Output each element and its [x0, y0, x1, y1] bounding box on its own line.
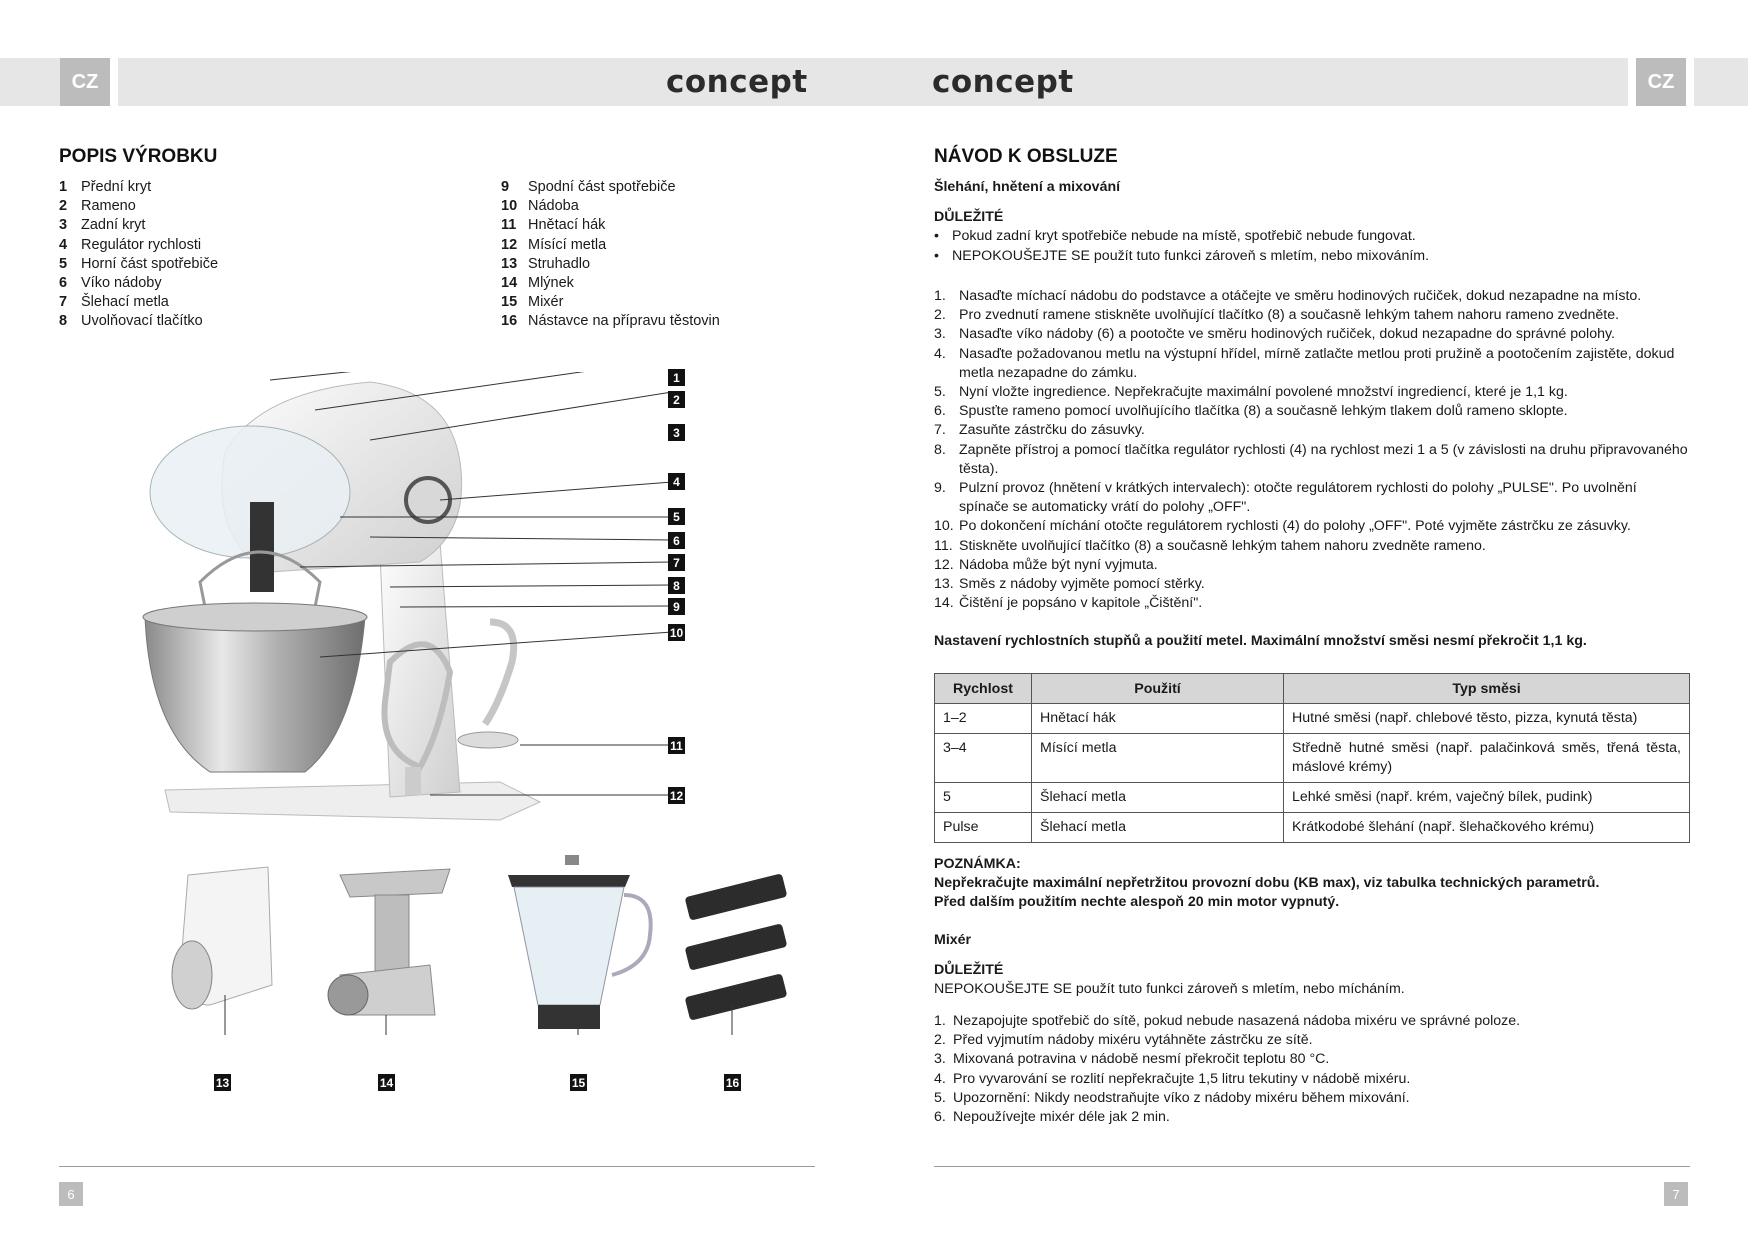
step-number: 6. — [934, 403, 946, 420]
list-item — [934, 1031, 1690, 1050]
meat-grinder-attachment-illustration — [320, 855, 480, 1035]
footer-rule-left — [59, 1166, 815, 1167]
accessory-label: 15 — [571, 1075, 586, 1090]
part-label: Mísící metla — [528, 236, 607, 253]
part-number: 9 — [501, 179, 510, 195]
note-section — [934, 855, 1690, 999]
section-subtitle: Šlehání, hnětení a mixování — [934, 179, 1121, 195]
callout-label: 2 — [668, 391, 685, 408]
accessory-label: 14 — [379, 1075, 394, 1090]
parts-list-item — [501, 274, 720, 293]
callout-label: 4 — [668, 473, 685, 490]
step-number: 8. — [934, 441, 946, 458]
blender-attachment-illustration — [500, 855, 660, 1035]
parts-list-item — [501, 312, 720, 331]
operating-steps-list — [934, 287, 1690, 613]
stand-mixer-illustration — [140, 372, 700, 842]
step-text: Nezapojujte spotřebič do sítě, pokud nebude nasazená nádoba mixéru ve správné poloze. — [953, 1013, 1521, 1029]
accessory-label: 13 — [215, 1075, 230, 1090]
parts-list-item — [59, 255, 218, 274]
part-number: 1 — [59, 179, 68, 195]
list-item — [934, 287, 1690, 306]
parts-list-item — [501, 255, 720, 274]
step-text: Pulzní provoz (hnětení v krátkých intervalech): otočte regulátorem rychlosti do polohy „PULSE". Po uvolnění spínače se automaticky vrátí do polohy „OFF". — [959, 480, 1637, 516]
language-badge-right: CZ — [1636, 58, 1686, 106]
part-number: 7 — [59, 294, 68, 311]
part-number: 8 — [59, 313, 68, 330]
step-text: Stiskněte uvolňující tlačítko (8) a současně lehkým tahem nahoru zvedněte rameno. — [959, 537, 1486, 554]
part-label: Nádoba — [528, 198, 579, 215]
list-item — [934, 441, 1690, 479]
callout-label: 5 — [668, 508, 685, 525]
step-text: Nádoba může být nyní vyjmuta. — [959, 556, 1158, 573]
header-gap — [1628, 58, 1636, 106]
step-text: Zasuňte zástrčku do zásuvky. — [959, 422, 1145, 439]
step-number: 13. — [934, 576, 954, 593]
step-text: Nyní vložte ingredience. Nepřekračujte maximální povolené množství ingrediencí, které je 1,1 kg. — [959, 384, 1568, 401]
list-item — [934, 1050, 1690, 1069]
table-row — [935, 813, 1690, 843]
parts-list-col2 — [501, 178, 720, 332]
callout-label: 12 — [669, 788, 684, 803]
table-cell: Šlehací metla — [1032, 813, 1284, 843]
part-number: 6 — [59, 275, 68, 292]
mixer-steps-list — [934, 1012, 1690, 1127]
part-label: Struhadlo — [528, 255, 591, 272]
step-text: Nasaďte míchací nádobu do podstavce a otáčejte ve směru hodinových ručiček, dokud nezapadne na místo. — [959, 288, 1642, 304]
part-number: 3 — [59, 217, 68, 234]
step-number: 12. — [934, 556, 954, 573]
table-header-row — [935, 674, 1690, 704]
callout-label: 9 — [668, 598, 685, 615]
list-item — [934, 1070, 1690, 1089]
table-cell: Středně hutné směsi (např. palačinková směs, třená těsta, máslové krémy) — [1284, 734, 1690, 783]
step-text: Mixovaná potravina v nádobě nesmí překročit teplotu 80 °C. — [953, 1051, 1330, 1068]
step-number: 7. — [934, 422, 946, 439]
table-cell: Pulse — [935, 813, 1032, 843]
parts-list-item — [59, 312, 218, 331]
part-label: Nástavce na přípravu těstovin — [528, 313, 720, 330]
speed-settings-table — [934, 673, 1690, 843]
part-number: 15 — [501, 294, 518, 311]
table-header-cell: Typ směsi — [1284, 674, 1690, 704]
list-item — [934, 556, 1690, 575]
important-text: NEPOKOUŠEJTE SE použít tuto funkci zároveň s mletím, nebo mícháním. — [934, 981, 1405, 998]
brand-logo-left: concept — [666, 64, 808, 100]
parts-list-item — [501, 216, 720, 235]
footer-rule-right — [934, 1166, 1690, 1167]
part-number: 10 — [501, 198, 518, 215]
part-label: Mlýnek — [528, 275, 574, 292]
step-text: Zapněte přístroj a pomocí tlačítka regulátor rychlosti (4) na rychlost mezi 1 a 5 (v závislosti na druhu připravovaného těsta). — [959, 441, 1688, 477]
table-row — [935, 783, 1690, 813]
parts-list-item — [501, 293, 720, 312]
list-item: • Pokud zadní kryt spotřebiče nebude na místě, spotřebič nebude fungovat. — [934, 227, 1690, 246]
part-label: Šlehací metla — [81, 294, 169, 311]
parts-list-item — [59, 236, 218, 255]
callout-label: 11 — [668, 737, 685, 754]
list-item — [934, 402, 1690, 421]
speed-settings-heading: Nastavení rychlostních stupňů a použití metel. Maximální množství směsi nesmí překročit 1,1 kg. — [934, 633, 1587, 649]
step-number: 4. — [934, 345, 946, 362]
parts-list-item — [59, 197, 218, 216]
part-number: 5 — [59, 255, 68, 272]
table-cell: Šlehací metla — [1032, 783, 1284, 813]
part-number: 12 — [501, 236, 518, 253]
left-page-title: POPIS VÝROBKU — [59, 146, 218, 167]
header-gap — [110, 58, 118, 106]
table-cell: 3–4 — [935, 734, 1032, 783]
part-label: Víko nádoby — [81, 275, 162, 292]
step-number: 5. — [934, 384, 946, 401]
page-number-right: 7 — [1664, 1182, 1688, 1206]
part-number: 14 — [501, 275, 518, 292]
step-number: 14. — [934, 595, 954, 612]
callout-label: 6 — [668, 532, 685, 549]
part-number: 16 — [501, 313, 518, 330]
parts-list-item — [59, 274, 218, 293]
table-cell: Lehké směsi (např. krém, vaječný bílek, pudink) — [1284, 783, 1690, 813]
parts-list-item — [501, 178, 720, 197]
table-header-cell: Rychlost — [935, 674, 1032, 704]
parts-list-item — [59, 216, 218, 235]
pasta-attachments-illustration — [672, 855, 832, 1035]
list-item — [934, 1108, 1690, 1127]
step-text: Nasaďte víko nádoby (6) a pootočte ve směru hodinových ručiček, dokud nezapadne do správné polohy. — [959, 326, 1615, 343]
page-number-left: 6 — [59, 1182, 83, 1206]
step-number: 10. — [934, 518, 954, 535]
step-text: Čištění je popsáno v kapitole „Čištění". — [959, 595, 1203, 612]
important-heading: DŮLEŽITÉ — [934, 209, 1004, 226]
list-item — [934, 345, 1690, 383]
step-number: 3. — [934, 1051, 946, 1068]
step-number: 6. — [934, 1109, 946, 1126]
right-page-title: NÁVOD K OBSLUZE — [934, 146, 1118, 167]
parts-list-item — [59, 178, 218, 197]
step-number: 1. — [934, 288, 946, 304]
table-cell: Hnětací hák — [1032, 704, 1284, 734]
table-cell: Hutné směsi (např. chlebové těsto, pizza, kynutá těsta) — [1284, 704, 1690, 734]
step-text: Nasaďte požadovanou metlu na výstupní hřídel, mírně zatlačte metlou proti pružině a pootočením zajistěte, dokud metla nezapadne do zámku. — [959, 345, 1675, 381]
step-text: Pro vyvarování se rozlití nepřekračujte 1,5 litru tekutiny v nádobě mixéru. — [953, 1070, 1411, 1087]
list-item — [934, 537, 1690, 556]
important-heading: DŮLEŽITÉ — [934, 961, 1004, 978]
accessory-label: 16 — [725, 1075, 740, 1090]
bullet-text: NEPOKOUŠEJTE SE použít tuto funkci zároveň s mletím, nebo mixováním. — [952, 247, 1430, 264]
list-item — [934, 517, 1690, 536]
parts-list-item — [501, 236, 720, 255]
list-item — [934, 1089, 1690, 1108]
table-cell: Krátkodobé šlehání (např. šlehačkového krému) — [1284, 813, 1690, 843]
list-item — [934, 575, 1690, 594]
part-number: 13 — [501, 255, 518, 272]
part-number: 11 — [501, 217, 517, 234]
parts-list-col1 — [59, 178, 218, 332]
step-number: 5. — [934, 1089, 946, 1106]
table-cell: 5 — [935, 783, 1032, 813]
step-number: 9. — [934, 480, 946, 497]
table-header-cell: Použití — [1032, 674, 1284, 704]
step-number: 2. — [934, 1032, 946, 1049]
brand-logo-right: concept — [932, 64, 1074, 100]
step-text: Pro zvednutí ramene stiskněte uvolňující tlačítko (8) a současně lehkým tahem nahoru rameno zvedněte. — [959, 307, 1620, 324]
step-number: 1. — [934, 1013, 946, 1029]
list-item — [934, 1012, 1690, 1031]
parts-list-item — [59, 293, 218, 312]
language-badge-left: CZ — [60, 58, 110, 106]
note-text: Před dalším použitím nechte alespoň 20 min motor vypnutý. — [934, 894, 1340, 911]
callout-label: 7 — [668, 554, 685, 571]
step-number: 11. — [934, 537, 953, 554]
grater-attachment-illustration — [150, 855, 310, 1035]
step-text: Spusťte rameno pomocí uvolňujícího tlačítka (8) a současně lehkým tlakem dolů rameno sklopte. — [959, 403, 1568, 420]
instructions-intro — [934, 178, 1690, 266]
step-text: Před vyjmutím nádoby mixéru vytáhněte zástrčku ze sítě. — [953, 1032, 1313, 1049]
part-label: Horní část spotřebiče — [81, 255, 219, 272]
callout-label: 3 — [668, 424, 685, 441]
callout-label: 10 — [669, 625, 684, 640]
table-row — [935, 704, 1690, 734]
part-label: Zadní kryt — [81, 217, 146, 234]
part-number: 4 — [59, 236, 68, 253]
table-cell: 1–2 — [935, 704, 1032, 734]
mixer-heading: Mixér — [934, 931, 972, 948]
step-number: 3. — [934, 326, 946, 343]
list-item — [934, 479, 1690, 517]
list-item — [934, 421, 1690, 440]
part-label: Rameno — [81, 198, 136, 215]
list-item — [934, 306, 1690, 325]
step-text: Nepoužívejte mixér déle jak 2 min. — [953, 1109, 1170, 1126]
step-text: Směs z nádoby vyjměte pomocí stěrky. — [959, 576, 1205, 593]
table-cell: Mísící metla — [1032, 734, 1284, 783]
callout-label: 1 — [668, 369, 685, 386]
part-number: 2 — [59, 198, 68, 215]
part-label: Přední kryt — [81, 179, 152, 195]
part-label: Uvolňovací tlačítko — [81, 313, 203, 330]
part-label: Regulátor rychlosti — [81, 236, 202, 253]
callout-label: 8 — [668, 577, 685, 594]
list-item — [934, 383, 1690, 402]
step-text: Upozornění: Nikdy neodstraňujte víko z nádoby mixéru během mixování. — [953, 1089, 1410, 1106]
step-number: 4. — [934, 1070, 946, 1087]
list-item — [934, 594, 1690, 613]
note-heading: POZNÁMKA: — [934, 856, 1021, 872]
step-text: Po dokončení míchání otočte regulátorem rychlosti (4) do polohy „OFF". Poté vyjměte zástrčku ze zásuvky. — [959, 518, 1631, 535]
table-row — [935, 734, 1690, 783]
note-text: Nepřekračujte maximální nepřetržitou provozní dobu (KB max), viz tabulka technických parametrů. — [934, 875, 1600, 892]
part-label: Spodní část spotřebiče — [528, 179, 676, 195]
bullet-text: Pokud zadní kryt spotřebiče nebude na místě, spotřebič nebude fungovat. — [952, 228, 1416, 245]
parts-list-item — [501, 197, 720, 216]
list-item — [934, 325, 1690, 344]
list-item: • NEPOKOUŠEJTE SE použít tuto funkci zároveň s mletím, nebo mixováním. — [934, 247, 1690, 266]
step-number: 2. — [934, 307, 946, 324]
header-gap — [1686, 58, 1694, 106]
bullet-list — [934, 227, 1690, 265]
part-label: Hnětací hák — [528, 217, 606, 234]
part-label: Mixér — [528, 294, 564, 311]
